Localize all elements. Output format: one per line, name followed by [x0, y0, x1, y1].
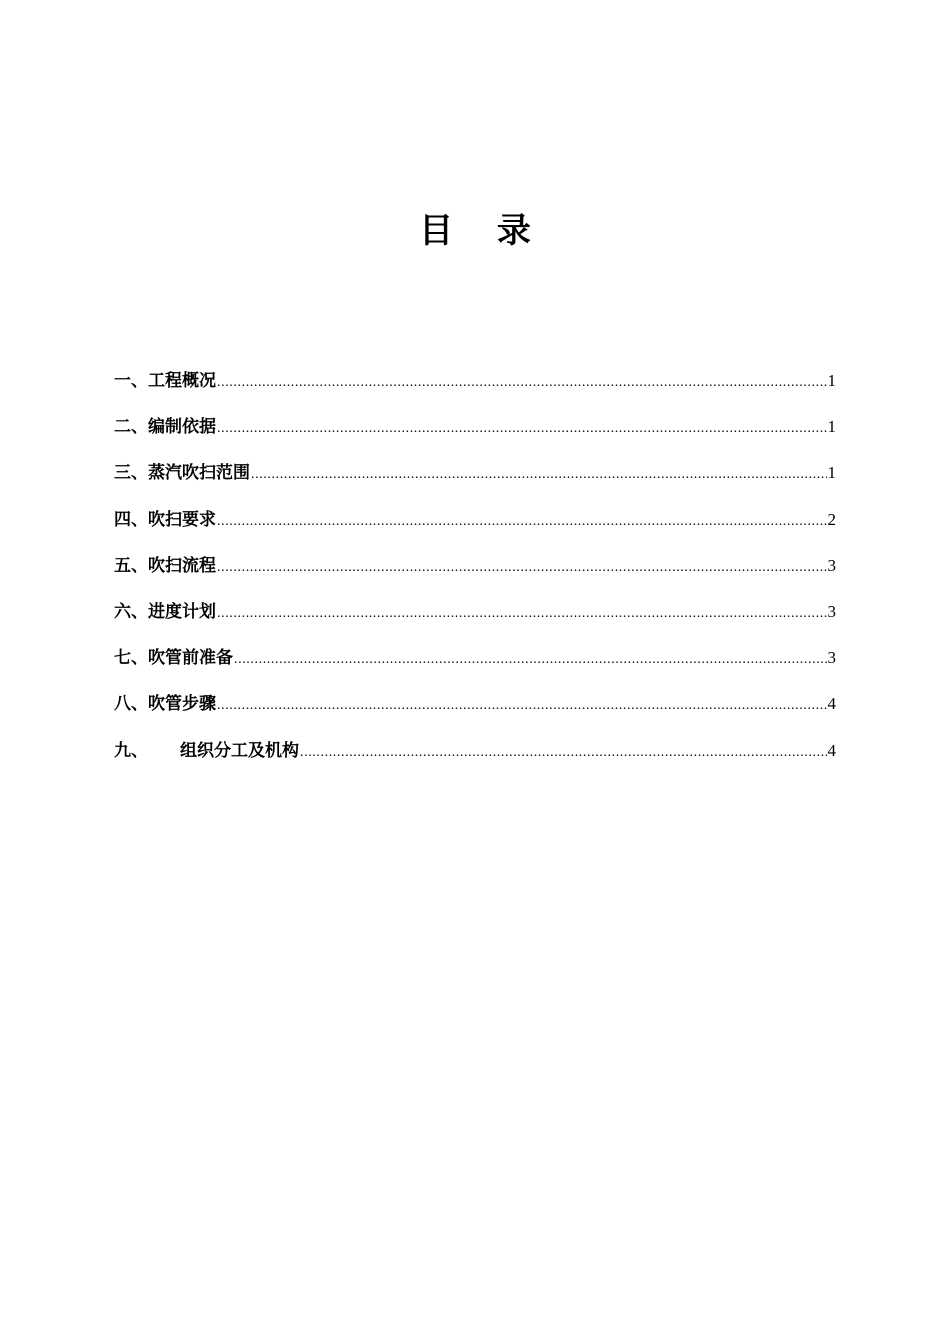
toc-entry-title: 吹扫流程 — [148, 555, 216, 576]
toc-entry-number: 四、 — [114, 509, 148, 530]
toc-entry-5[interactable] — [114, 551, 836, 597]
toc-entry-page: 2 — [827, 509, 836, 529]
toc-entry-title: 编制依据 — [148, 417, 216, 438]
toc-dot-leader — [217, 414, 827, 444]
toc-entry-page: 3 — [827, 601, 836, 621]
toc-entry-title: 工程概况 — [148, 371, 216, 391]
toc-entry-3[interactable] — [114, 458, 836, 504]
toc-entry-number: 六、 — [114, 601, 148, 622]
toc-entry-title: 蒸汽吹扫范围 — [148, 463, 250, 484]
toc-dot-leader — [217, 368, 827, 398]
toc-entry-page: 1 — [827, 463, 836, 483]
toc-entry-number: 九、 — [114, 740, 148, 761]
toc-entry-title: 组织分工及机构 — [180, 740, 299, 761]
toc-dot-leader — [217, 691, 827, 721]
toc-entry-page: 3 — [827, 648, 836, 668]
toc-dot-leader — [234, 645, 827, 675]
toc-dot-leader — [251, 460, 827, 490]
toc-entry-2[interactable] — [114, 412, 836, 458]
toc-entry-7[interactable] — [114, 643, 836, 689]
toc-entry-page: 4 — [827, 740, 836, 760]
toc-entry-9[interactable] — [114, 736, 836, 782]
toc-entry-1[interactable] — [114, 366, 836, 412]
toc-title: 目 录 — [419, 211, 547, 251]
toc-entry-number: 七、 — [114, 648, 148, 669]
toc-entry-number: 八、 — [114, 694, 148, 715]
toc-entry-number: 一、 — [114, 371, 148, 391]
toc-dot-leader — [217, 507, 827, 537]
toc-entry-number: 五、 — [114, 555, 148, 576]
toc-entry-8[interactable] — [114, 689, 836, 735]
toc-entry-page: 1 — [827, 417, 836, 437]
toc-dot-leader — [217, 553, 827, 583]
table-of-contents — [114, 366, 836, 782]
toc-entry-title: 吹扫要求 — [148, 509, 216, 530]
toc-entry-number: 三、 — [114, 463, 148, 484]
toc-dot-leader — [300, 738, 827, 768]
toc-entry-number: 二、 — [114, 417, 148, 438]
toc-entry-page: 3 — [827, 555, 836, 575]
toc-dot-leader — [217, 599, 827, 629]
toc-entry-title: 吹管步骤 — [148, 694, 216, 715]
toc-entry-page: 4 — [827, 694, 836, 714]
toc-entry-page: 1 — [827, 371, 836, 390]
toc-entry-title: 进度计划 — [148, 601, 216, 622]
toc-entry-4[interactable] — [114, 505, 836, 551]
toc-entry-title: 吹管前准备 — [148, 648, 233, 669]
toc-entry-6[interactable] — [114, 597, 836, 643]
